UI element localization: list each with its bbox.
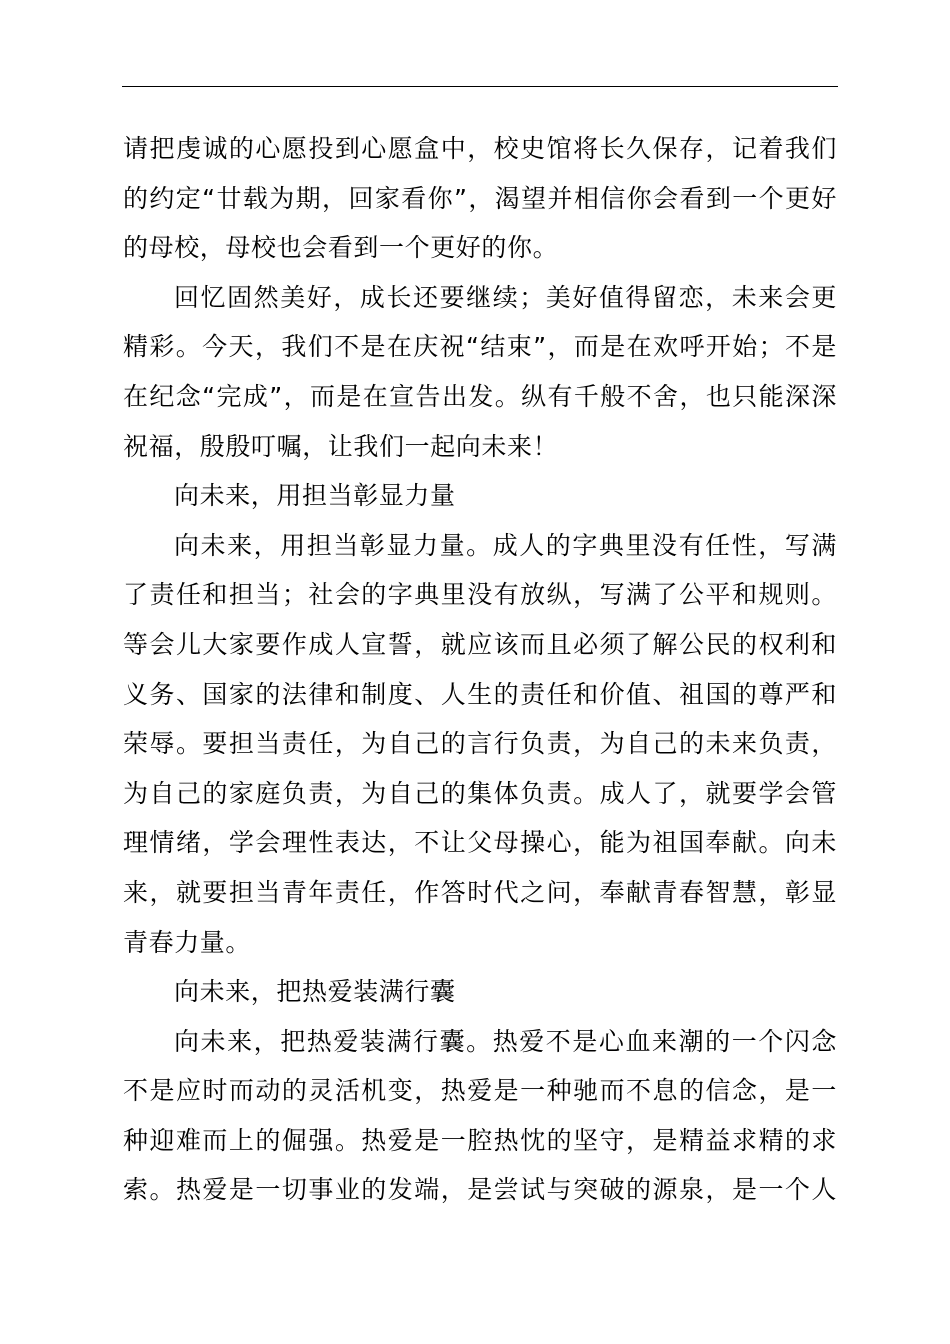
body-text: [123, 124, 837, 1215]
text-line: 向未来，用担当彰显力量。成人的字典里没有任性，写满: [174, 530, 837, 560]
text-line: 在纪念“完成”，而是在宣告出发。纵有千般不舍，也只能深深: [123, 381, 837, 411]
text-line: 回忆固然美好，成长还要继续；美好值得留恋，未来会更: [174, 282, 837, 312]
text-line: 请把虔诚的心愿投到心愿盒中，校史馆将长久保存，记着我们: [123, 134, 837, 163]
section-heading: 向未来，把热爱装满行囊: [174, 977, 456, 1007]
text-line: 了责任和担当；社会的字典里没有放纵，写满了公平和规则。: [123, 580, 837, 610]
text-line: 向未来，把热爱装满行囊。热爱不是心血来潮的一个闪念: [174, 1026, 837, 1056]
text-line: 来，就要担当青年责任，作答时代之问，奉献青春智慧，彰显: [123, 877, 837, 907]
text-line: 荣辱。要担当责任，为自己的言行负责，为自己的未来负责，: [123, 729, 837, 759]
text-line: 种迎难而上的倔强。热爱是一腔热忱的坚守，是精益求精的求: [123, 1125, 837, 1155]
text-line: 等会儿大家要作成人宣誓，就应该而且必须了解公民的权利和: [123, 629, 837, 659]
text-line: 祝福，殷殷叮嘱，让我们一起向未来！: [123, 431, 559, 461]
header-rule: [122, 86, 838, 87]
text-line: 索。热爱是一切事业的发端，是尝试与突破的源泉，是一个人: [123, 1175, 837, 1205]
text-line: 的母校，母校也会看到一个更好的你。: [123, 233, 559, 263]
text-line: 精彩。今天，我们不是在庆祝“结束”，而是在欢呼开始；不是: [123, 332, 837, 362]
text-line: 的约定“廿载为期，回家看你”，渴望并相信你会看到一个更好: [123, 183, 837, 213]
text-line: 青春力量。: [123, 927, 252, 957]
text-line: 理情绪，学会理性表达，不让父母操心，能为祖国奉献。向未: [123, 828, 837, 858]
text-line: 为自己的家庭负责，为自己的集体负责。成人了，就要学会管: [123, 778, 837, 808]
text-line: 不是应时而动的灵活机变，热爱是一种驰而不息的信念，是一: [123, 1076, 837, 1106]
text-line: 义务、国家的法律和制度、人生的责任和价值、祖国的尊严和: [123, 679, 837, 709]
section-heading: 向未来，用担当彰显力量: [174, 481, 456, 511]
